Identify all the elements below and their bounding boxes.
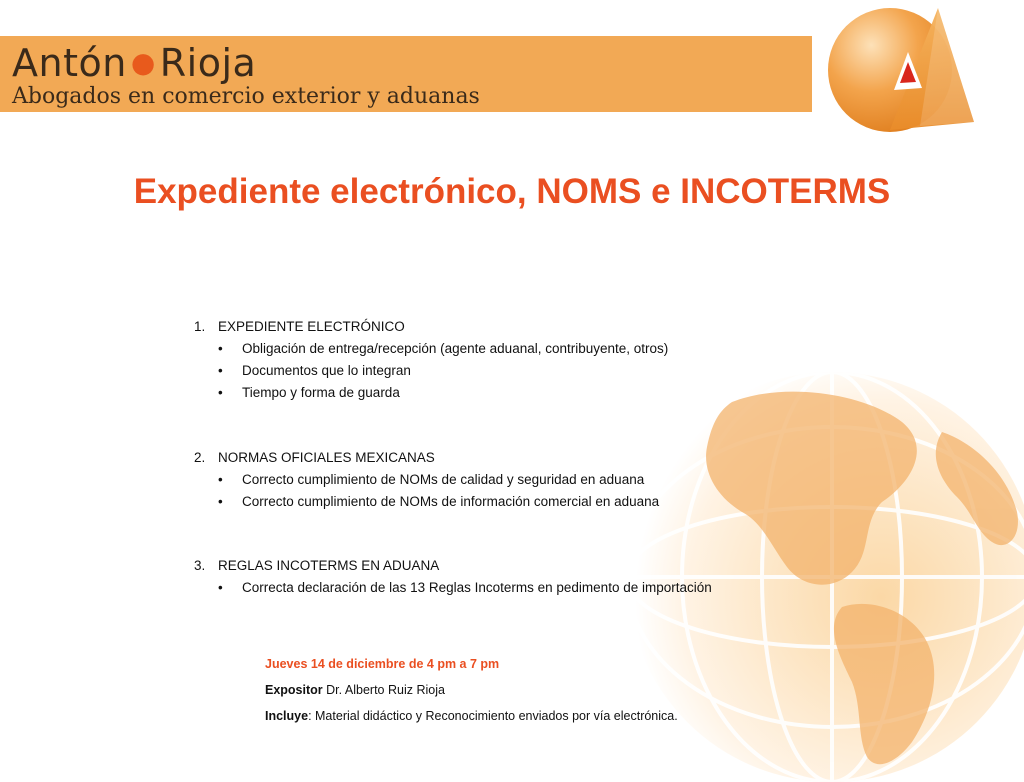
page-title: Expediente electrónico, NOMS e INCOTERMS — [133, 172, 891, 211]
speaker-name: Dr. Alberto Ruiz Rioja — [326, 683, 445, 697]
list-item-text: Obligación de entrega/recepción (agente aduanal, contribuyente, otros) — [242, 341, 669, 356]
list-item-text: Documentos que lo integran — [242, 363, 411, 378]
list-item — [218, 469, 814, 491]
bullet-icon: • — [218, 580, 223, 595]
list-item — [218, 382, 814, 404]
outline-section — [194, 447, 814, 513]
bullet-icon: • — [218, 472, 223, 487]
logo-icon — [828, 2, 976, 134]
event-speaker-line — [265, 677, 678, 703]
event-info — [265, 651, 678, 729]
topics-outline — [194, 316, 814, 642]
list-item-text: Correcto cumplimiento de NOMs de información comercial en aduana — [242, 494, 660, 509]
list-item-text: Correcta declaración de las 13 Reglas Incoterms en pedimento de importación — [242, 580, 712, 595]
bullet-list — [194, 338, 814, 404]
includes-text: : Material didáctico y Reconocimiento enviados por vía electrónica. — [308, 709, 678, 723]
section-title: NORMAS OFICIALES MEXICANAS — [218, 450, 435, 465]
brand-tagline: Abogados en comercio exterior y aduanas — [12, 84, 480, 109]
brand-dot-icon: ● — [130, 46, 156, 79]
section-heading — [194, 316, 814, 338]
section-heading — [194, 555, 814, 577]
speaker-label: Expositor — [265, 683, 323, 697]
list-item — [218, 577, 814, 599]
event-date: Jueves 14 de diciembre de 4 pm a 7 pm — [265, 657, 500, 671]
outline-section — [194, 555, 814, 599]
section-number: 2. — [194, 450, 206, 465]
bullet-list — [194, 469, 814, 513]
section-number: 3. — [194, 558, 206, 573]
brand-first-name: Antón — [12, 41, 127, 85]
list-item — [218, 491, 814, 513]
includes-label: Incluye — [265, 709, 309, 723]
brand-name — [12, 41, 256, 85]
bullet-icon: • — [218, 385, 223, 400]
list-item-text: Correcto cumplimiento de NOMs de calidad y seguridad en aduana — [242, 472, 645, 487]
brand-second-name: Rioja — [159, 41, 257, 85]
list-item — [218, 338, 814, 360]
section-heading — [194, 447, 814, 469]
bullet-icon: • — [218, 363, 223, 378]
list-item-text: Tiempo y forma de guarda — [242, 385, 400, 400]
bullet-list — [194, 577, 814, 599]
bullet-icon: • — [218, 341, 223, 356]
event-includes-line — [265, 703, 678, 729]
section-number: 1. — [194, 319, 206, 334]
outline-section — [194, 316, 814, 404]
section-title: EXPEDIENTE ELECTRÓNICO — [218, 319, 405, 334]
list-item — [218, 360, 814, 382]
section-title: REGLAS INCOTERMS EN ADUANA — [218, 558, 440, 573]
bullet-icon: • — [218, 494, 223, 509]
